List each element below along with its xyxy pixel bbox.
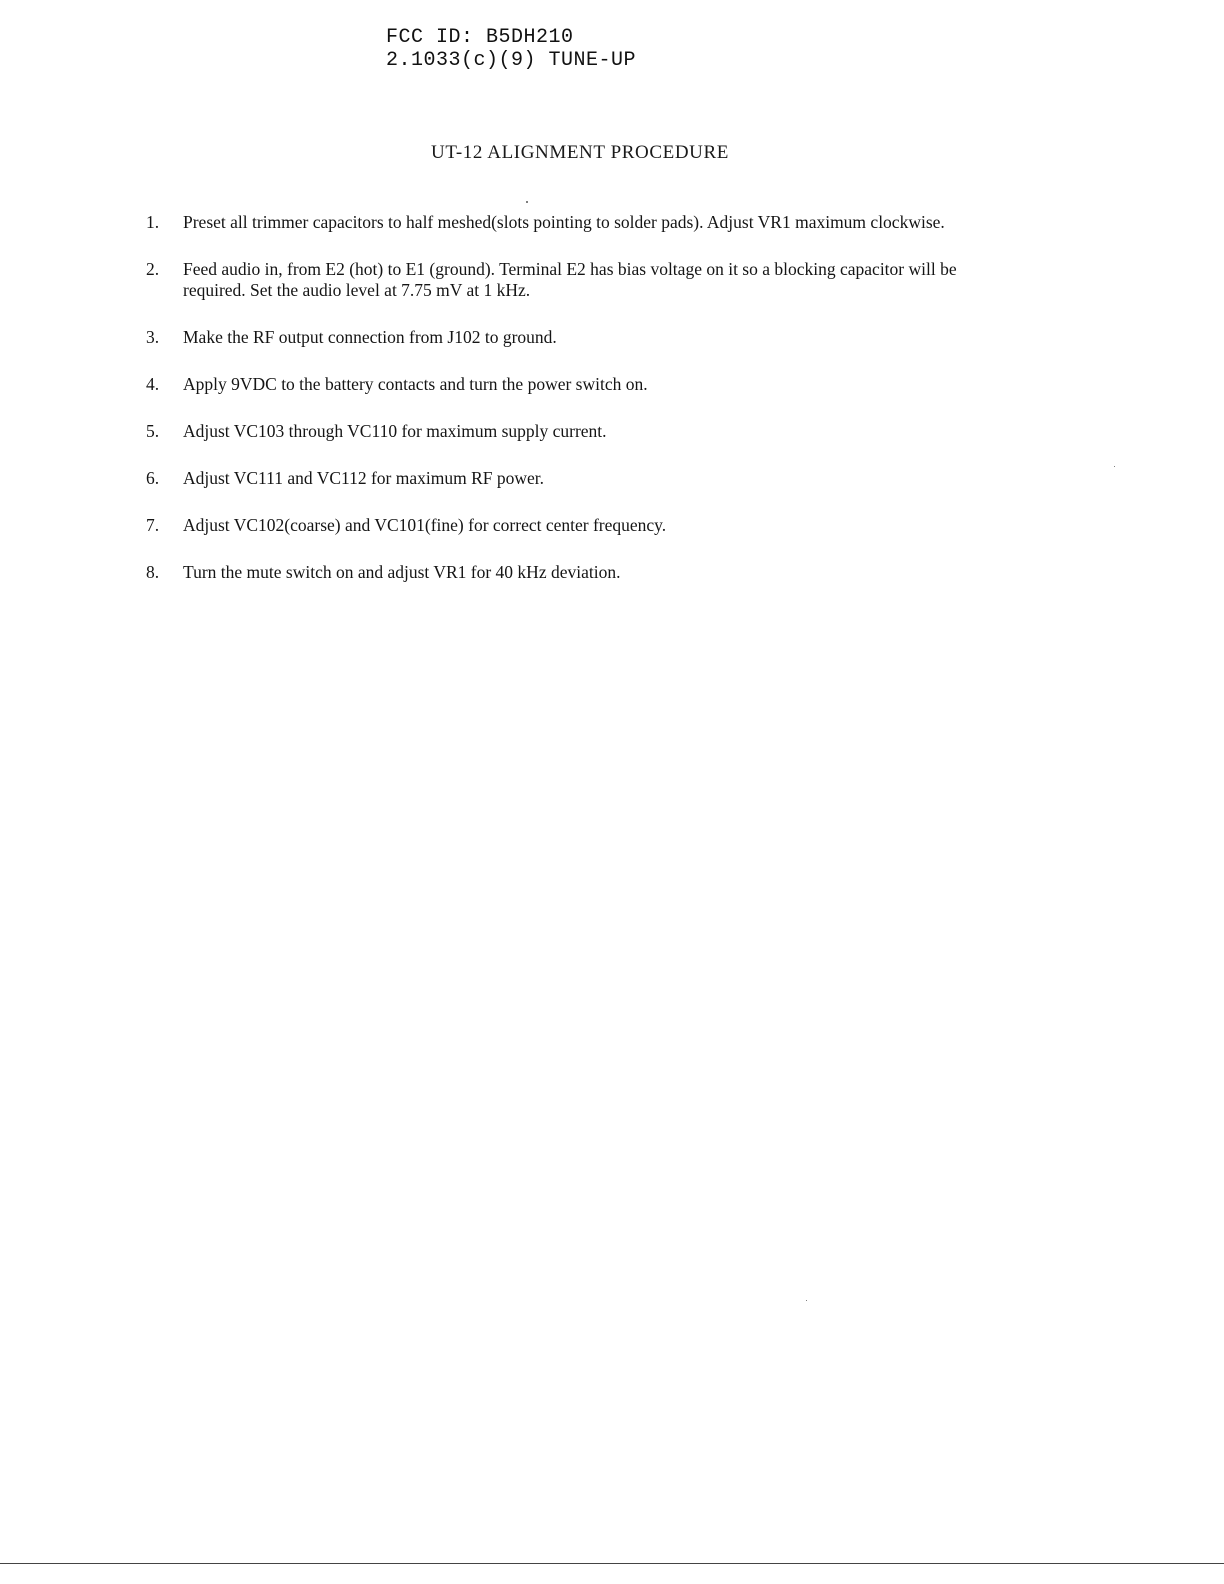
page-title (0, 142, 1160, 164)
procedure-step (146, 515, 1006, 536)
step-text: Make the RF output connection from J102 to ground. (183, 327, 557, 347)
procedure-step (146, 259, 1006, 301)
step-text: Preset all trimmer capacitors to half meshed(slots pointing to solder pads). Adjust VR1 maximum clockwise. (183, 212, 945, 232)
step-text: Adjust VC111 and VC112 for maximum RF power. (183, 468, 545, 488)
scan-speck (1114, 466, 1115, 467)
procedure-steps (146, 212, 1006, 609)
procedure-step (146, 562, 1006, 583)
step-number: 1. (146, 212, 160, 232)
step-text: Apply 9VDC to the battery contacts and turn the power switch on. (183, 374, 648, 394)
document-header (386, 26, 636, 72)
step-number: 4. (146, 374, 160, 394)
page-title-text: UT-12 ALIGNMENT PROCEDURE (431, 142, 729, 163)
step-number: 2. (146, 259, 160, 279)
step-text: Adjust VC102(coarse) and VC101(fine) for correct center frequency. (183, 515, 667, 535)
step-text: Adjust VC103 through VC110 for maximum supply current. (183, 421, 607, 441)
step-number: 5. (146, 421, 160, 441)
procedure-step (146, 421, 1006, 442)
step-text: Feed audio in, from E2 (hot) to E1 (ground). Terminal E2 has bias voltage on it so a blocking capacitor will be required. Set the audio level at 7.75 mV at 1 kHz. (183, 259, 957, 300)
rule-section: 2.1033(c)(9) TUNE-UP (386, 49, 637, 72)
fcc-id: FCC ID: B5DH210 (386, 26, 574, 49)
step-number: 3. (146, 327, 160, 347)
procedure-step (146, 468, 1006, 489)
procedure-step (146, 327, 1006, 348)
procedure-step (146, 374, 1006, 395)
step-text: Turn the mute switch on and adjust VR1 for 40 kHz deviation. (183, 562, 621, 582)
step-number: 7. (146, 515, 160, 535)
step-number: 8. (146, 562, 160, 582)
step-number: 6. (146, 468, 160, 488)
page-bottom-rule (0, 1563, 1224, 1564)
scan-speck (526, 201, 528, 203)
scan-speck (806, 1300, 807, 1301)
procedure-step (146, 212, 1006, 233)
